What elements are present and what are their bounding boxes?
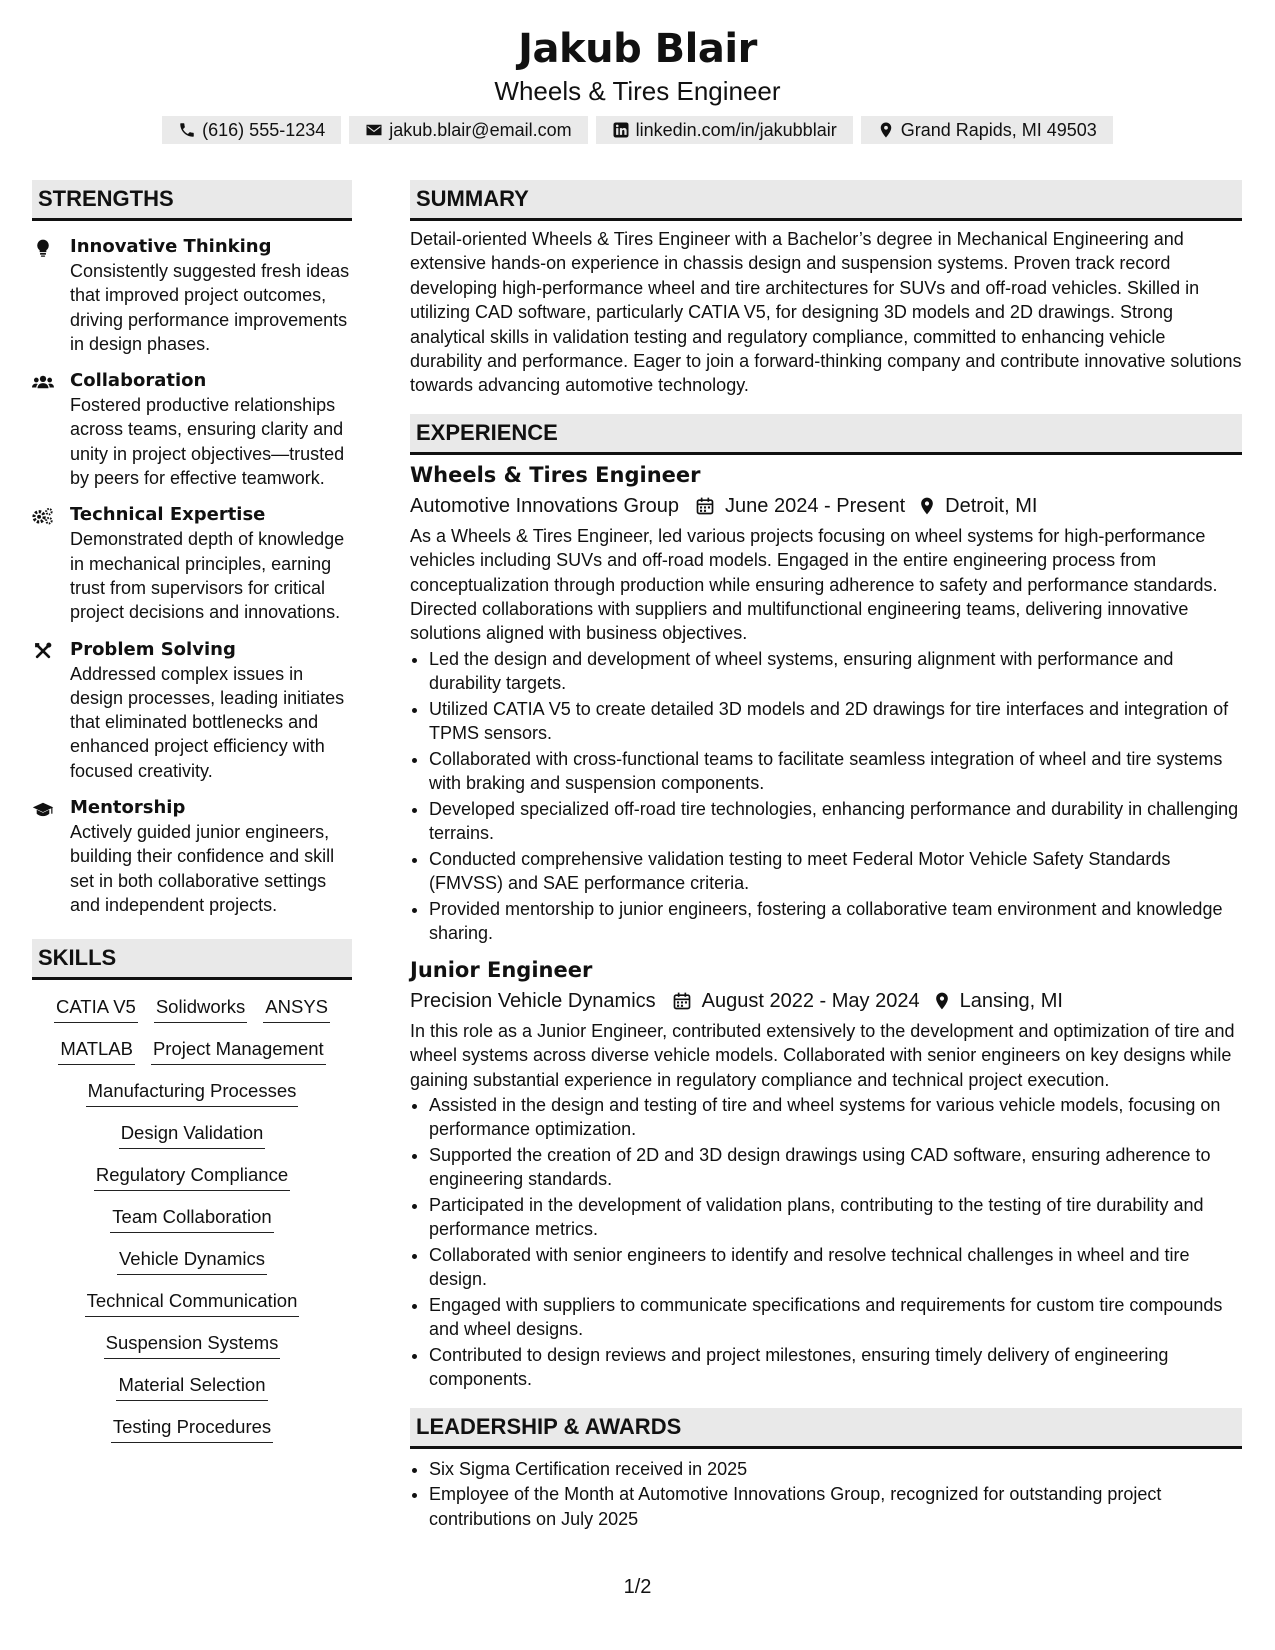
location-text: Grand Rapids, MI 49503 [900, 120, 1097, 140]
job-title: Junior Engineer [410, 957, 593, 982]
list-item: • Supported the creation of 2D and 3D design drawings using CAD software, ensuring adherence to engineering standards. [429, 1143, 1242, 1192]
leadership-list [410, 1457, 1242, 1531]
strength-item [32, 638, 352, 783]
envelope-icon [365, 121, 383, 139]
gears-icon [32, 506, 54, 526]
skill-tag: Project Management [151, 1036, 326, 1065]
skills-heading: SKILLS [32, 939, 352, 980]
list-item: • Assisted in the design and testing of tire and wheel systems for various vehicle models, focusing on performance optimization. [429, 1093, 1242, 1142]
leadership-heading: LEADERSHIP & AWARDS [410, 1408, 1242, 1449]
map-pin-icon [877, 121, 895, 139]
list-item: • Utilized CATIA V5 to create detailed 3D models and 2D drawings for tire interfaces and integration of TPMS sensors. [429, 697, 1242, 746]
contact-bar [0, 116, 1275, 144]
strength-desc: Consistently suggested fresh ideas that improved project outcomes, driving performance improvements in design phases. [70, 261, 350, 354]
summary-heading: SUMMARY [410, 180, 1242, 221]
contact-email[interactable] [349, 116, 587, 144]
strength-title: Innovative Thinking [70, 236, 272, 257]
skill-tag: ANSYS [263, 994, 330, 1023]
experience-heading: EXPERIENCE [410, 414, 1242, 455]
strength-item [32, 369, 352, 490]
list-item: • Engaged with suppliers to communicate specifications and requirements for custom tire compounds and wheel designs. [429, 1293, 1242, 1342]
phone-icon [178, 121, 196, 139]
skill-tag: Vehicle Dynamics [117, 1246, 267, 1275]
strength-item [32, 235, 352, 356]
strength-title: Problem Solving [70, 638, 236, 660]
job-description: As a Wheels & Tires Engineer, led various projects focusing on wheel systems for high-performance vehicles including SUVs and off-road models. Engaged in the entire engineering process from conceptualization through production while ensuring adherence to safety and performance standards. Directed collaborations with suppliers and multifunctional engineering teams, delivering innovative solutions aligned with business objectives. [410, 525, 1218, 644]
phone-text: (616) 555-1234 [202, 120, 326, 140]
skill-tag: Team Collaboration [110, 1204, 273, 1233]
skill-tag: MATLAB [58, 1036, 135, 1065]
contact-linkedin[interactable] [596, 116, 853, 144]
resume-header [0, 22, 1275, 144]
job-entry [410, 461, 1242, 946]
list-item: • Employee of the Month at Automotive Innovations Group, recognized for outstanding project contributions on July 2025 [429, 1482, 1242, 1531]
contact-phone [162, 116, 341, 144]
linkedin-text: linkedin.com/in/jakubblair [635, 120, 837, 140]
skill-tag: Manufacturing Processes [86, 1078, 299, 1107]
candidate-title: Wheels & Tires Engineer [494, 76, 781, 106]
job-company: Automotive Innovations Group [410, 494, 680, 517]
calendar-icon [695, 496, 715, 516]
candidate-name: Jakub Blair [518, 26, 757, 72]
email-text: jakub.blair@email.com [389, 120, 572, 140]
skills-list [32, 994, 352, 1443]
skill-tag: Technical Communication [85, 1288, 300, 1317]
strength-desc: Fostered productive relationships across teams, ensuring clarity and unity in project objectives—trusted by peers for effective teamwork. [70, 395, 345, 489]
contact-location [861, 116, 1113, 144]
list-item: • Led the design and development of wheel systems, ensuring alignment with performance and durability targets. [429, 647, 1242, 696]
skill-tag: CATIA V5 [54, 994, 138, 1023]
strength-title: Technical Expertise [70, 504, 266, 526]
job-location: Detroit, MI [945, 494, 1038, 517]
skill-tag: Design Validation [119, 1120, 266, 1149]
job-company: Precision Vehicle Dynamics [410, 989, 656, 1012]
graduation-cap-icon [32, 799, 54, 819]
strength-title: Collaboration [70, 370, 207, 392]
job-location: Lansing, MI [959, 989, 1063, 1012]
list-item: • Participated in the development of validation plans, contributing to the testing of tire durability and performance metrics. [429, 1193, 1242, 1242]
linkedin-icon [612, 121, 630, 139]
skill-tag: Suspension Systems [104, 1330, 281, 1359]
right-column [410, 180, 1242, 1532]
list-item: • Six Sigma Certification received in 2025 [429, 1457, 1242, 1481]
job-entry [410, 956, 1242, 1392]
page-number: 1/2 [623, 1576, 652, 1598]
calendar-icon [672, 991, 692, 1011]
skill-tag: Material Selection [116, 1372, 267, 1401]
strengths-heading: STRENGTHS [32, 180, 352, 221]
map-pin-icon [917, 496, 937, 516]
job-dates: August 2022 - May 2024 [701, 989, 920, 1012]
list-item: • Collaborated with cross-functional teams to facilitate seamless integration of wheel and tire systems with braking and suspension components. [429, 747, 1242, 796]
list-item: • Collaborated with senior engineers to identify and resolve technical challenges in wheel and tire design. [429, 1243, 1242, 1292]
strength-item [32, 796, 352, 917]
job-meta [410, 986, 1242, 1016]
strengths-list [32, 235, 352, 917]
job-description: In this role as a Junior Engineer, contributed extensively to the development and optimization of tire and wheel systems across diverse vehicle models. Collaborated with senior engineers on key designs while gaining substantial experience in regulatory compliance and technical project execution. [410, 1020, 1235, 1090]
skill-tag: Solidworks [154, 994, 247, 1023]
job-bullets [410, 647, 1242, 946]
skill-tag: Testing Procedures [111, 1414, 273, 1443]
list-item: • Developed specialized off-road tire technologies, enhancing performance and durability in challenging terrains. [429, 797, 1242, 846]
job-dates: June 2024 - Present [725, 494, 906, 517]
list-item: • Conducted comprehensive validation testing to meet Federal Motor Vehicle Safety Standards (FMVSS) and SAE performance criteria. [429, 847, 1242, 896]
job-title: Wheels & Tires Engineer [410, 462, 701, 487]
list-item: • Provided mentorship to junior engineers, fostering a collaborative team environment and knowledge sharing. [429, 897, 1242, 946]
strength-desc: Demonstrated depth of knowledge in mechanical principles, earning trust from supervisors for critical project decisions and innovations. [70, 529, 345, 623]
users-icon [32, 372, 54, 392]
job-bullets [410, 1093, 1242, 1392]
tools-icon [32, 641, 54, 661]
lightbulb-icon [32, 238, 54, 258]
strength-item [32, 503, 352, 624]
map-pin-icon [932, 991, 952, 1011]
summary-text: Detail-oriented Wheels & Tires Engineer with a Bachelor’s degree in Mechanical Engineering and extensive hands-on experience in chassis design and suspension systems. Proven track record developing high-performance wheel and tire architectures for SUVs and off-road vehicles. Skilled in utilizing CAD software, particularly CATIA V5, for designing 3D models and 2D drawings. Strong analytical skills in validation testing and regulatory compliance, committed to enhancing vehicle durability and performance. Eager to join a forward-thinking company and contribute innovative solutions towards advancing automotive technology. [410, 229, 1242, 396]
strength-desc: Addressed complex issues in design processes, leading initiates that eliminated bottlenecks and enhanced project efficiency with focused creativity. [70, 663, 345, 781]
skill-tag: Regulatory Compliance [94, 1162, 290, 1191]
left-column [32, 180, 352, 1443]
strength-desc: Actively guided junior engineers, building their confidence and skill set in both collaborative settings and independent projects. [70, 822, 335, 915]
strength-title: Mentorship [70, 797, 186, 819]
job-meta [410, 491, 1242, 521]
list-item: • Contributed to design reviews and project milestones, ensuring timely delivery of engineering components. [429, 1343, 1242, 1392]
